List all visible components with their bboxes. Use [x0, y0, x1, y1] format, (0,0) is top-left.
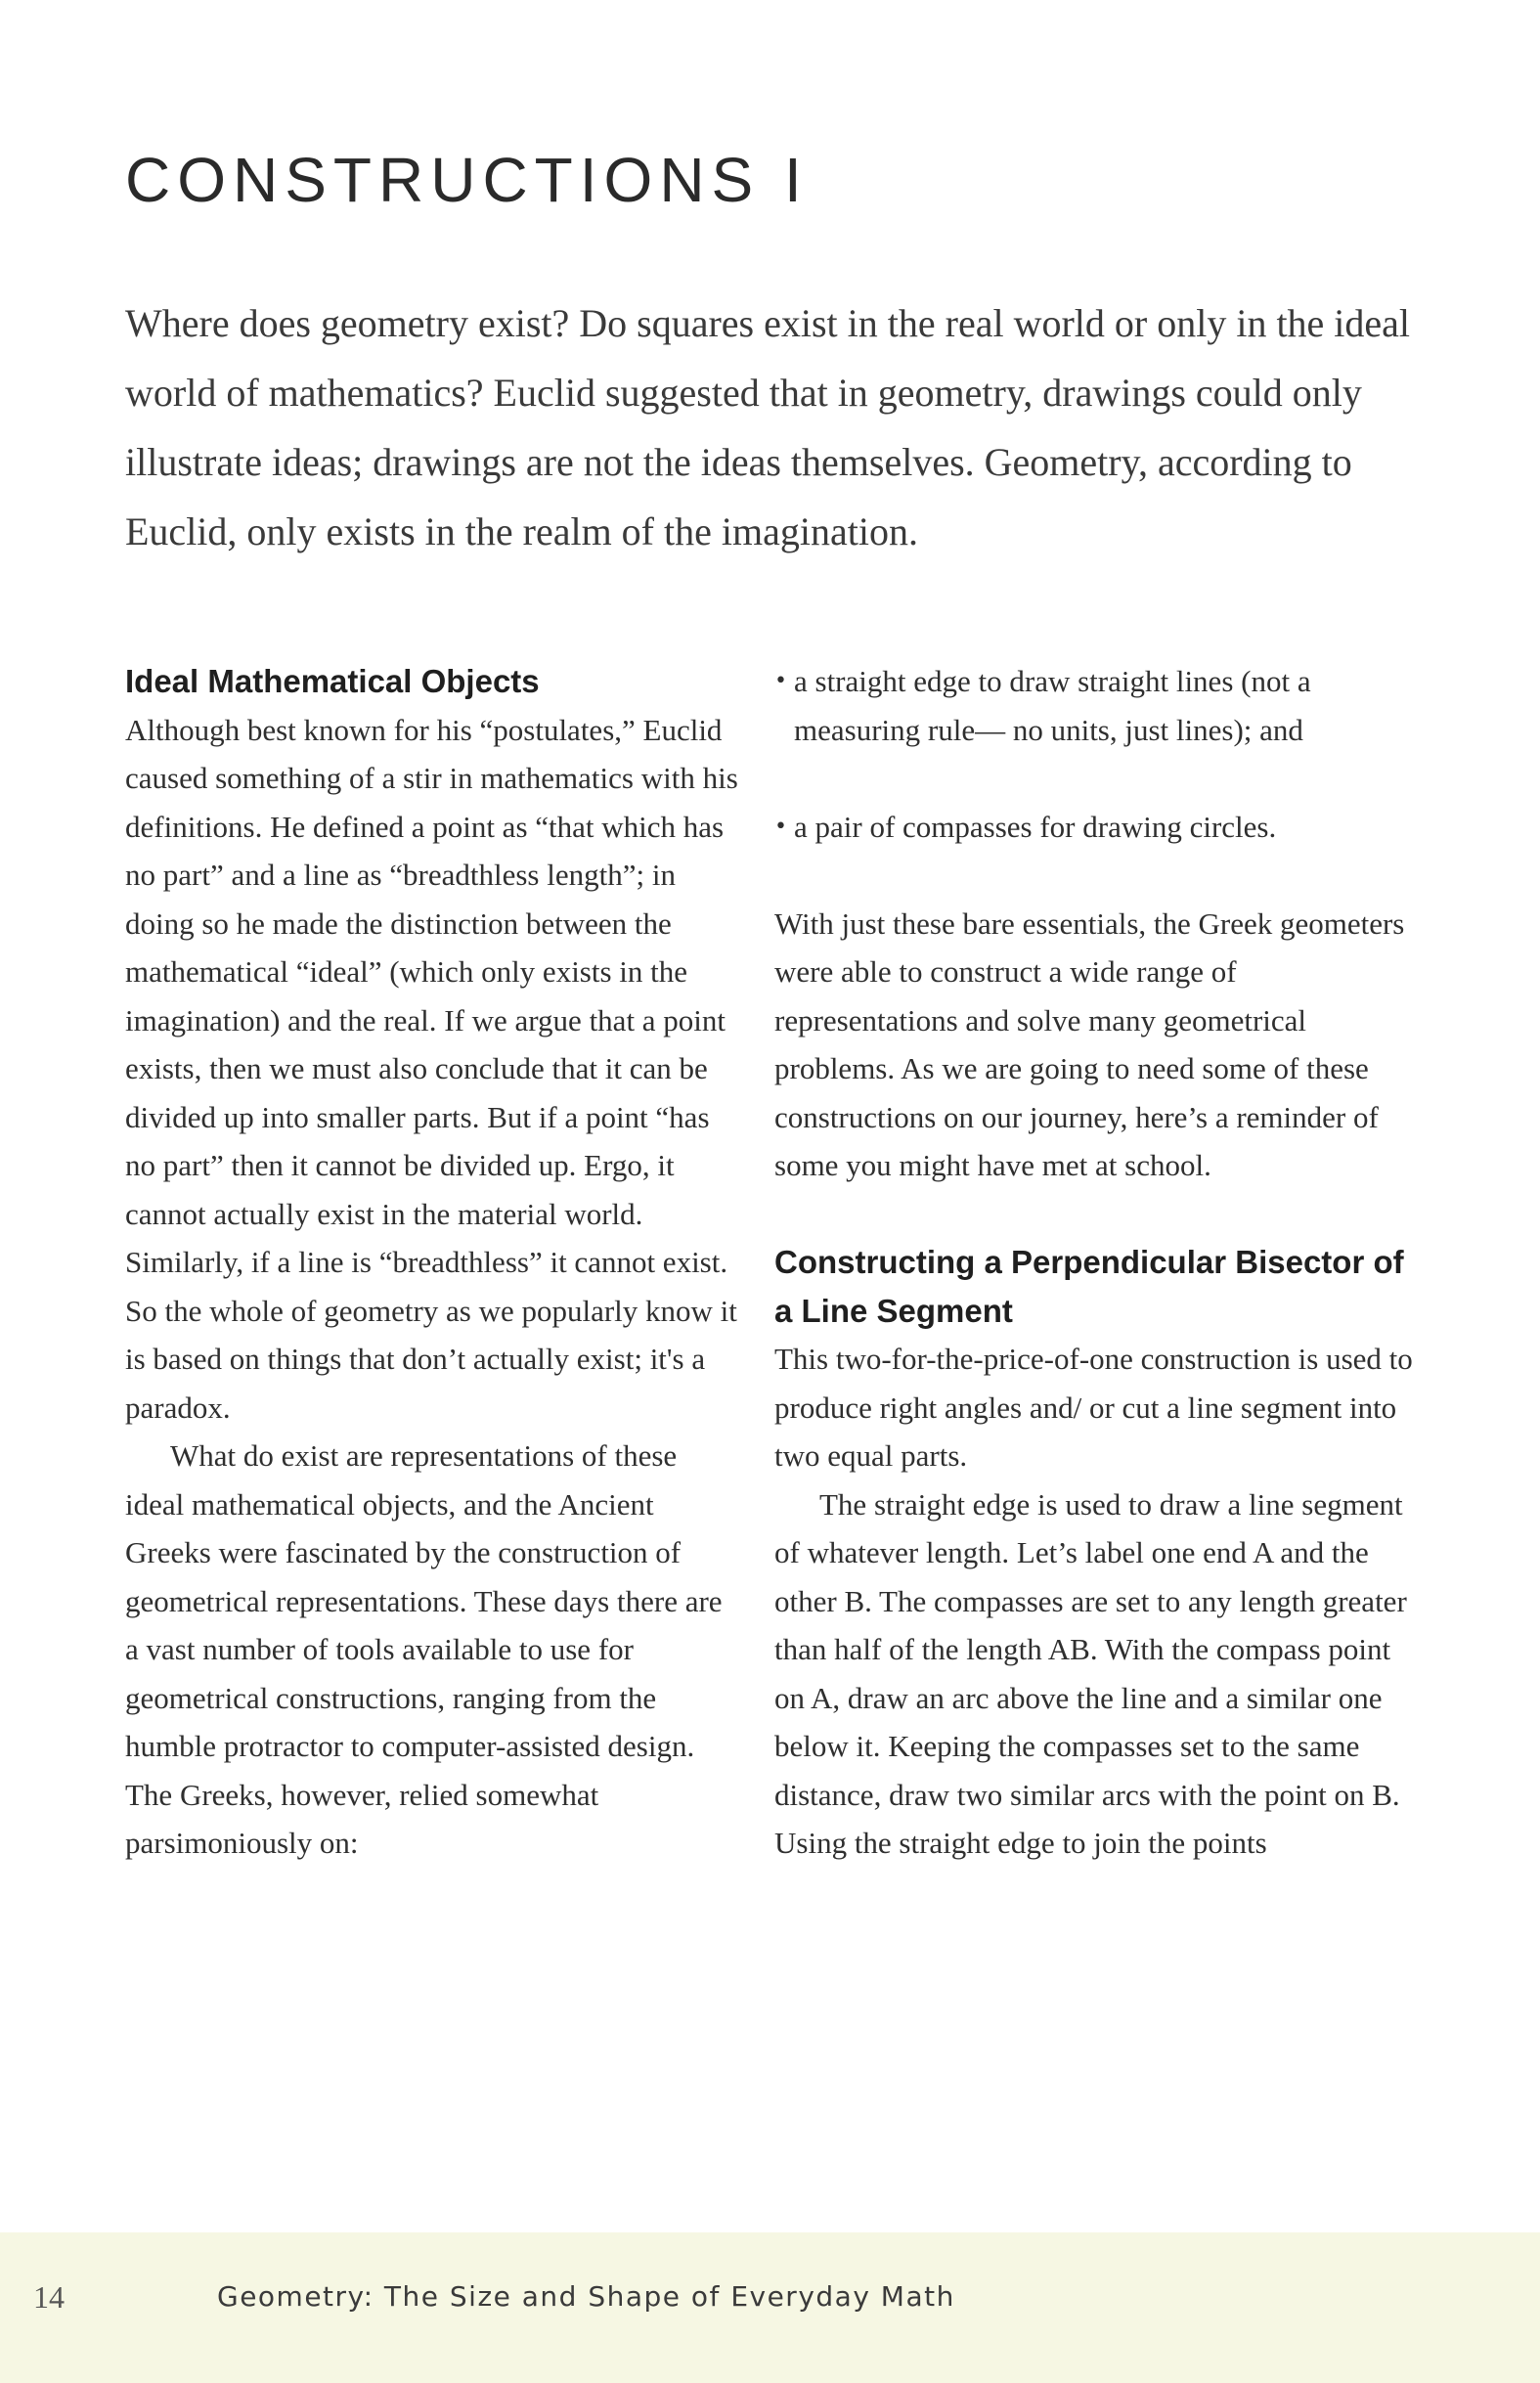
list-item-text: a straight edge to draw straight lines (not a measuring rule— no units, just lines); and — [794, 664, 1311, 747]
section-heading-ideal-objects: Ideal Mathematical Objects — [125, 663, 540, 699]
page-number: 14 — [33, 2279, 65, 2315]
intro-paragraph: Where does geometry exist? Do squares exist in the real world or only in the ideal world of mathematics? Euclid suggested that in geometry, drawings could only illustrate ideas; drawings are not the ideas themselves. Geometry, according to Euclid, only exists in the realm of the imagination. — [125, 301, 1411, 553]
body-paragraph: The straight edge is used to draw a line segment of whatever length. Let’s label one end A and the other B. The compasses are set to any length greater than half of the length AB. With the compass point on A, draw an arc above the line and a similar one below it. Keeping the compasses set to the same distance, draw two similar arcs with the point on B. Using the straight edge to join the points — [774, 1486, 1407, 1860]
right-column — [774, 657, 1420, 1868]
list-item — [774, 803, 1420, 852]
spacer — [774, 851, 1420, 900]
page-footer — [0, 2232, 1540, 2383]
bullet-icon: • — [774, 814, 787, 839]
body-paragraph: Although best known for his “postulates,” Euclid caused something of a stir in mathematics with his definitions. He defined a point as “that which has no part” and a line as “breadthless length”; in doing so he made the distinction between the mathematical “ideal” (which only exists in the imagination) and the real. If we argue that a point exists, then we must also conclude that it can be divided up into smaller parts. But if a point “has no part” then it cannot be divided up. Ergo, it cannot actually exist in the material world. Similarly, if a line is “breadthless” it cannot exist. So the whole of geometry as we popularly know it is based on things that don’t actually exist; it's a paradox. — [125, 712, 738, 1425]
running-footer-title: Geometry: The Size and Shape of Everyday Math — [217, 2280, 955, 2313]
bullet-icon: • — [774, 669, 787, 693]
page-title: CONSTRUCTIONS I — [125, 145, 809, 215]
section-heading-perpendicular-bisector: Constructing a Perpendicular Bisector of a Line Segment — [774, 1244, 1404, 1329]
body-paragraph: What do exist are representations of these ideal mathematical objects, and the Ancient Greeks were fascinated by the construction of geometrical representations. These days there are a vast number of tools available to use for geometrical constructions, ranging from the humble protractor to computer-assisted design. The Greeks, however, relied somewhat parsimoniously on: — [125, 1438, 723, 1860]
spacer — [774, 1190, 1420, 1239]
body-paragraph: With just these bare essentials, the Greek geometers were able to construct a wide range of representations and solve many geometrical problems. As we are going to need some of these constructions on our journey, here’s a reminder of some you might have met at school. — [774, 905, 1405, 1182]
left-column — [125, 657, 739, 1868]
list-item — [774, 657, 1420, 754]
list-item-text: a pair of compasses for drawing circles. — [794, 809, 1277, 844]
body-paragraph: This two-for-the-price-of-one construction is used to produce right angles and/ or cut a line segment into two equal parts. — [774, 1342, 1413, 1473]
spacer — [774, 754, 1420, 803]
